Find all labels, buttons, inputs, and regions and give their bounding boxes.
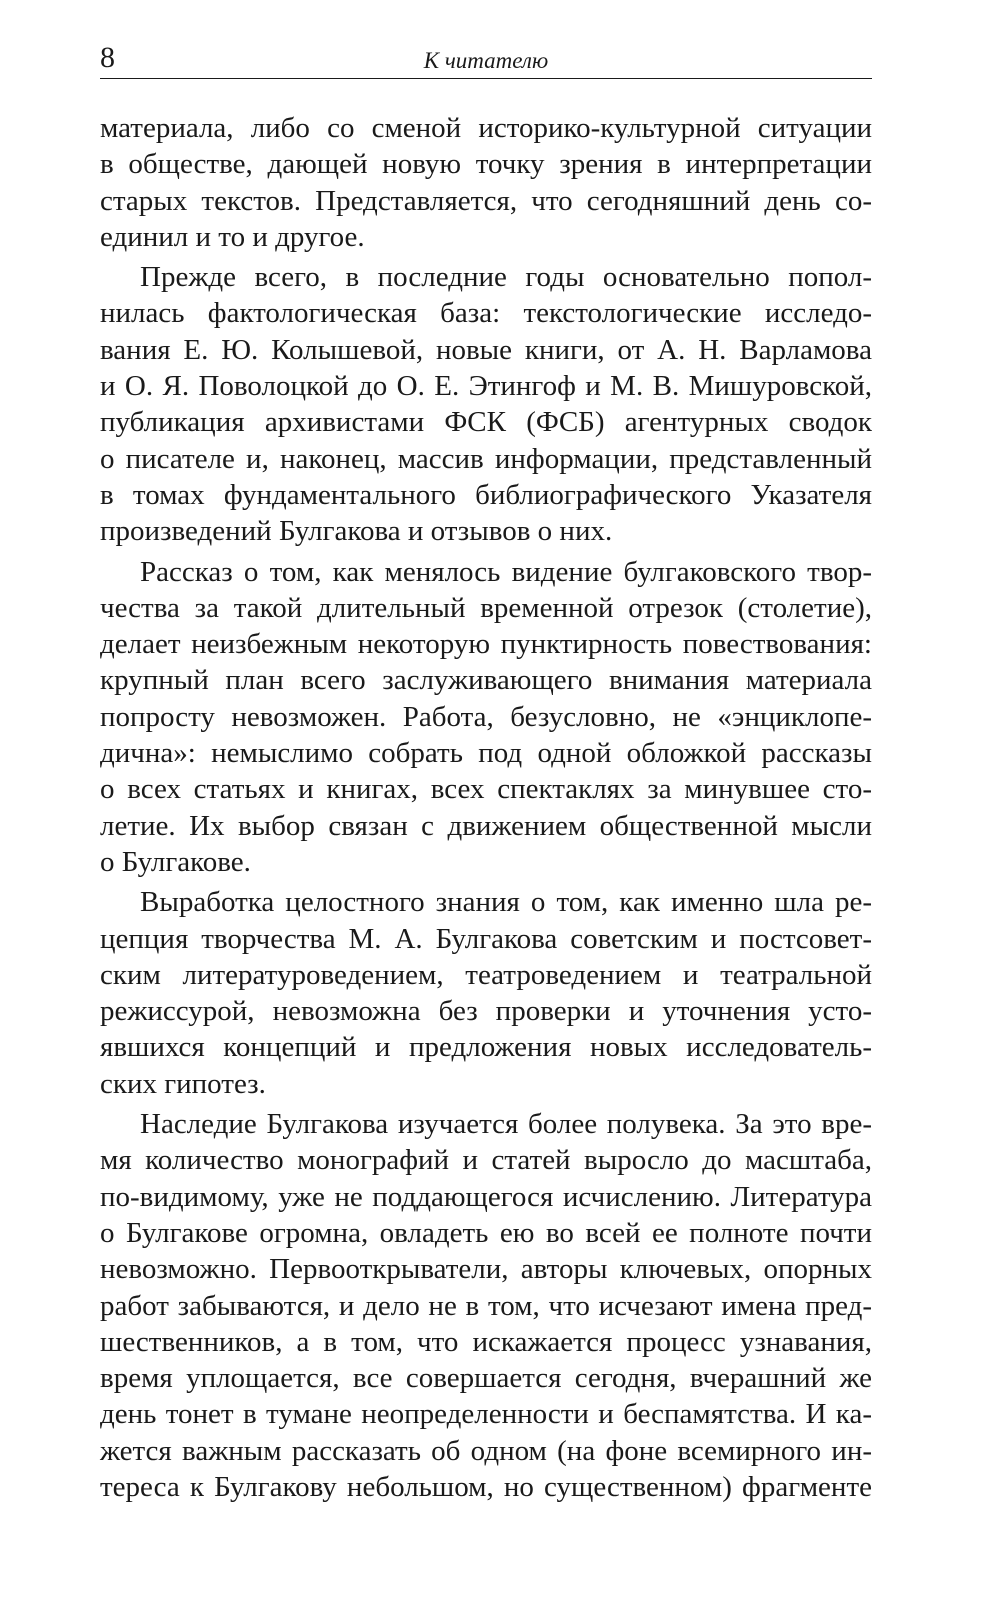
text-line: в томах фундаментального библиографического Указателя: [100, 478, 872, 511]
text-line: невозможно. Первооткрыватели, авторы ключевых, опорных: [100, 1253, 872, 1286]
text-line: попросту невозможен. Работа, безусловно, не «энциклопе-: [100, 700, 872, 733]
text-line: жется важным рассказать об одном (на фоне всемирного ин-: [100, 1434, 872, 1467]
text-line: работ забываются, и дело не в том, что исчезают имена пред-: [100, 1289, 872, 1322]
text-line: публикация архивистами ФСК (ФСБ) агентурных сводок: [100, 406, 872, 439]
text-line: вания Е. Ю. Колышевой, новые книги, от А. Н. Варламова: [100, 333, 872, 366]
paragraph: [100, 259, 872, 549]
text-line: Наследие Булгакова изучается более полувека. За это вре-: [140, 1108, 872, 1141]
text-line: летие. Их выбор связан с движением общественной мысли: [100, 809, 872, 842]
text-line: чества за такой длительный временной отрезок (столетие),: [100, 591, 872, 624]
text-line: материала, либо со сменой историко-культурной ситуации: [100, 112, 872, 144]
paragraph: [100, 110, 872, 255]
text-line: ским литературоведением, театроведением и театральной: [100, 958, 872, 991]
text-line: шественников, а в том, что искажается процесс узнавания,: [100, 1325, 872, 1358]
text-line: о Булгакове огромна, овладеть ею во всей ее полноте почти: [100, 1216, 872, 1249]
text-line: Выработка целостного знания о том, как именно шла ре-: [140, 886, 872, 919]
text-line: и О. Я. Поволоцкой до О. Е. Этингоф и М. В. Мишуровской,: [100, 370, 872, 403]
text-line: Прежде всего, в последние годы основательно попол-: [140, 261, 872, 294]
text-line: явшихся концепций и предложения новых исследователь-: [100, 1031, 872, 1064]
text-line: единил и то и другое.: [100, 220, 365, 253]
text-line: время уплощается, все совершается сегодня, вчерашний же: [100, 1362, 872, 1395]
text-line: о всех статьях и книгах, всех спектаклях за минувшее сто-: [100, 773, 872, 806]
text-line: в обществе, дающей новую точку зрения в интерпретации: [100, 148, 872, 181]
paragraph: [100, 884, 872, 1102]
paragraph: [100, 1106, 872, 1505]
text-line: крупный план всего заслуживающего внимания материала: [100, 664, 872, 697]
page-header: [100, 40, 872, 79]
text-line: старых текстов. Представляется, что сегодняшний день со-: [100, 184, 872, 217]
text-line: дична»: немыслимо собрать под одной обложкой рассказы: [100, 737, 872, 770]
page-number: 8: [100, 41, 115, 74]
text-line: цепция творчества М. А. Булгакова советским и постсовет-: [100, 922, 872, 955]
text-line: тереса к Булгакову небольшом, но существенном) фрагменте: [100, 1470, 872, 1503]
running-head: К читателю: [423, 48, 549, 73]
text-line: ских гипотез.: [100, 1067, 266, 1100]
text-line: Рассказ о том, как менялось видение булгаковского твор-: [140, 555, 872, 588]
text-line: произведений Булгакова и отзывов о них.: [100, 515, 613, 548]
text-line: делает неизбежным некоторую пунктирность повествования:: [100, 628, 872, 661]
text-line: о писателе и, наконец, массив информации, представленный: [100, 442, 872, 475]
text-line: нилась фактологическая база: текстологические исследо-: [100, 297, 872, 330]
text-line: по-видимому, уже не поддающегося исчислению. Литература: [100, 1180, 872, 1213]
text-line: мя количество монографий и статей выросло до масштаба,: [100, 1144, 872, 1177]
text-line: режиссурой, невозможна без проверки и уточнения усто-: [100, 995, 872, 1028]
body-text: [100, 110, 872, 1505]
paragraph: [100, 554, 872, 881]
text-line: день тонет в тумане неопределенности и беспамятства. И ка-: [100, 1398, 872, 1431]
text-line: о Булгакове.: [100, 845, 251, 878]
